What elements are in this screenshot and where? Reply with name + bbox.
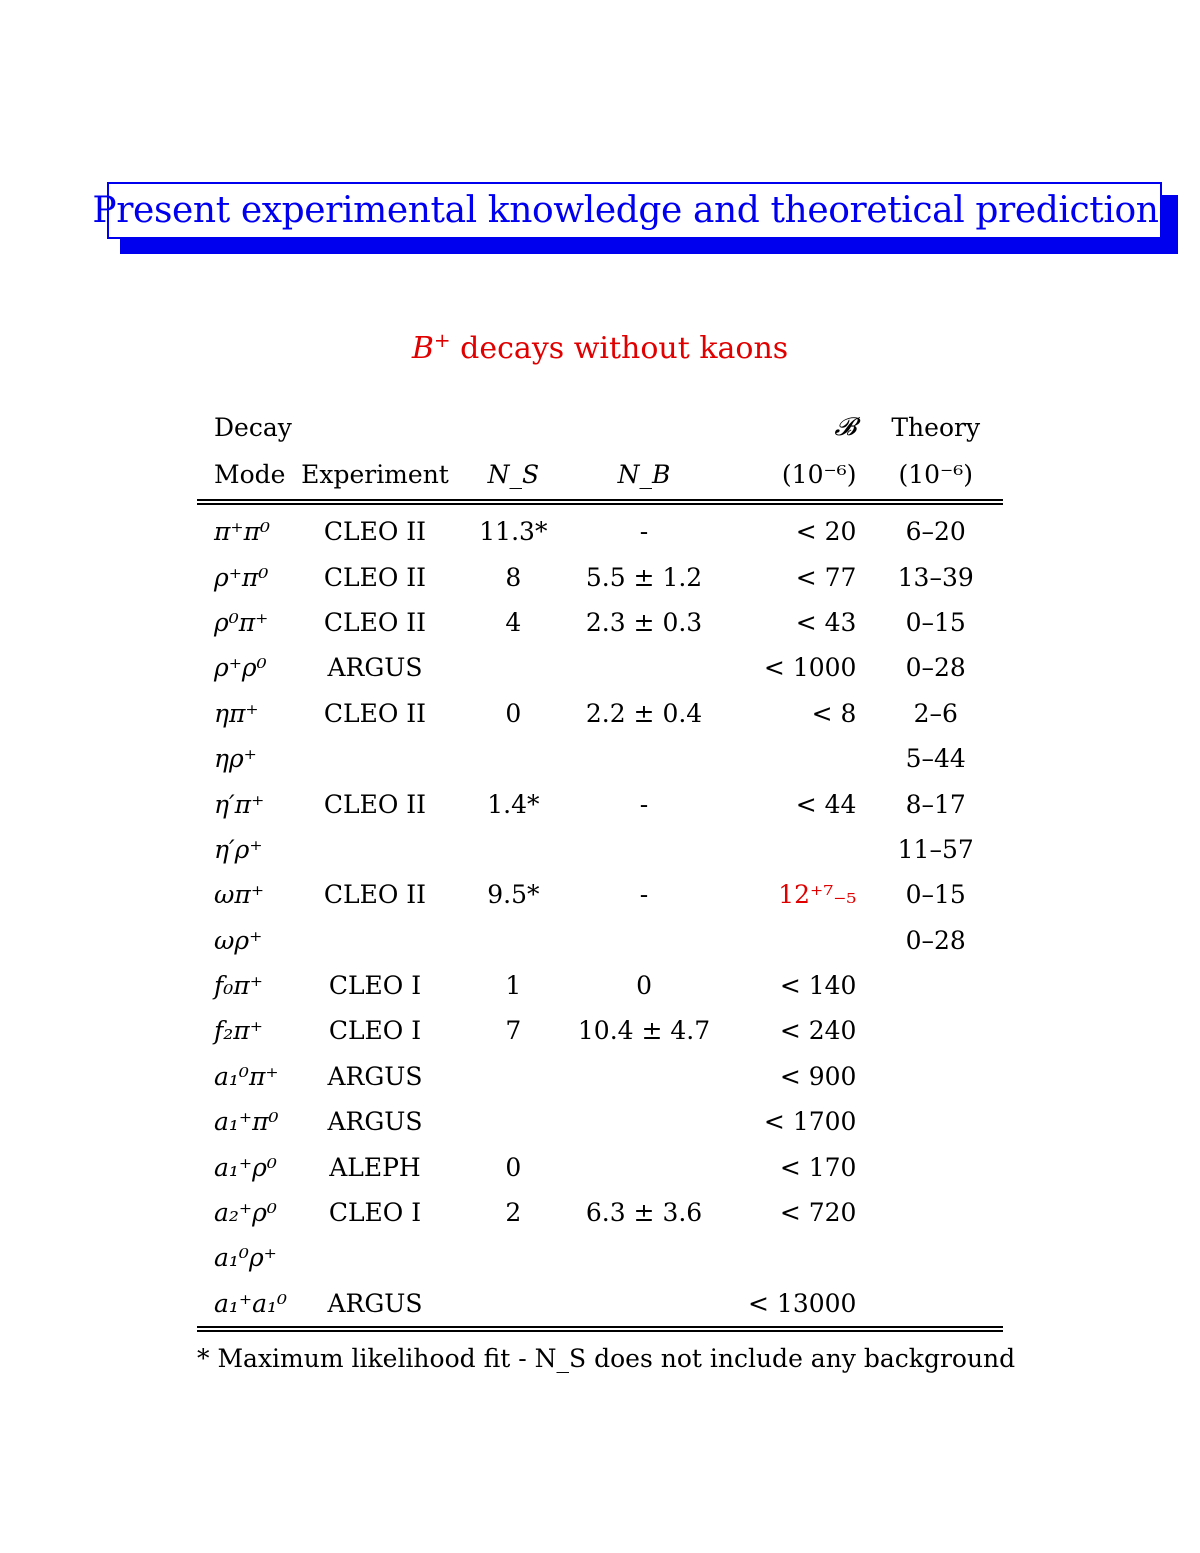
experiment-cell: ALEPH (329, 1152, 421, 1182)
header-nb: N_B (578, 449, 710, 502)
table-row (197, 918, 1003, 963)
header-row-1 (197, 405, 1003, 449)
background-events-cell (578, 918, 710, 963)
experiment-cell: ARGUS (301, 1281, 449, 1329)
decay-mode-cell: ωπ⁺ (214, 880, 265, 910)
table-row (197, 1281, 1003, 1329)
decay-mode-cell: a₂⁺ρ⁰ (214, 1198, 277, 1228)
theory-prediction-cell (868, 1235, 1003, 1280)
experiment-cell: CLEO I (328, 1016, 422, 1046)
experiment-cell (301, 1235, 449, 1280)
branching-ratio-cell: < 77 (795, 562, 857, 592)
table-row (197, 1008, 1003, 1053)
signal-events-cell: 7 (505, 1016, 522, 1046)
header-ns: N_S (449, 449, 578, 502)
decay-mode-cell: a₁⁰ρ⁺ (214, 1243, 277, 1273)
experiment-cell (301, 736, 449, 781)
decay-mode-cell: a₁⁺a₁⁰ (197, 1281, 301, 1329)
branching-ratio-cell: 12⁺⁷₋₅ (778, 880, 857, 910)
background-events-cell: 2.3 ± 0.3 (585, 607, 703, 637)
decay-mode-cell: ωρ⁺ (214, 925, 263, 955)
background-events-cell (578, 1235, 710, 1280)
table-row (197, 1054, 1003, 1099)
branching-ratio-cell (710, 736, 868, 781)
footnote: * Maximum likelihood fit - N_S does not include any background (197, 1344, 1016, 1373)
section-subtitle (0, 328, 1200, 366)
signal-events-cell (449, 1281, 578, 1329)
background-events-cell: 0 (636, 971, 652, 1001)
branching-ratio-cell: < 900 (779, 1061, 857, 1091)
signal-events-cell: 0 (505, 698, 522, 728)
branching-ratio-cell: < 140 (779, 971, 857, 1001)
table-row (197, 502, 1003, 554)
subtitle-text: decays without kaons (450, 331, 789, 366)
theory-prediction-cell (868, 1144, 1003, 1189)
background-events-cell: - (639, 789, 649, 819)
background-events-cell (578, 645, 710, 690)
table-row (197, 781, 1003, 826)
decay-mode-cell: a₁⁺π⁰ (214, 1107, 279, 1137)
theory-prediction-cell (868, 1190, 1003, 1235)
signal-events-cell (449, 736, 578, 781)
decay-mode-cell: ηρ⁺ (214, 744, 257, 774)
decay-mode-cell: π⁺π⁰ (214, 517, 271, 547)
signal-events-cell (449, 827, 578, 872)
background-events-cell (578, 1054, 710, 1099)
theory-prediction-cell: 0–15 (905, 607, 966, 637)
background-events-cell (578, 1281, 710, 1329)
branching-ratio-cell: < 44 (795, 789, 857, 819)
signal-events-cell: 2 (505, 1198, 522, 1228)
decay-mode-cell: ηπ⁺ (214, 698, 259, 728)
branching-ratio-cell: < 20 (795, 517, 857, 547)
table-row (197, 1099, 1003, 1144)
theory-prediction-cell: 5–44 (905, 744, 966, 774)
theory-prediction-cell: 0–28 (905, 925, 966, 955)
header-empty-2 (449, 405, 578, 449)
background-events-cell: - (639, 517, 649, 547)
branching-ratio-cell: < 170 (779, 1152, 857, 1182)
decay-mode-cell: a₁⁺ρ⁰ (214, 1152, 277, 1182)
decay-mode-cell: η′ρ⁺ (214, 834, 263, 864)
experiment-cell (301, 918, 449, 963)
experiment-cell: CLEO II (323, 607, 427, 637)
decay-mode-cell: ρ⁺π⁰ (214, 562, 269, 592)
branching-ratio-cell: < 1700 (763, 1107, 857, 1137)
background-events-cell: 2.2 ± 0.4 (585, 698, 703, 728)
table-row (197, 872, 1003, 917)
table-row (197, 691, 1003, 736)
decay-mode-cell: ρ⁰π⁺ (214, 607, 269, 637)
experiment-cell (301, 827, 449, 872)
background-events-cell (578, 736, 710, 781)
theory-prediction-cell: 13–39 (897, 562, 974, 592)
decay-mode-cell: f₂π⁺ (214, 1016, 263, 1046)
decay-mode-cell: a₁⁰π⁺ (214, 1061, 279, 1091)
theory-prediction-cell (868, 1008, 1003, 1053)
header-mode: Mode (197, 449, 301, 502)
signal-events-cell: 4 (505, 607, 522, 637)
branching-ratio-cell (710, 918, 868, 963)
header-empty-3 (578, 405, 710, 449)
signal-events-cell: 8 (505, 562, 522, 592)
experiment-cell: CLEO I (328, 971, 422, 1001)
table-row (197, 736, 1003, 781)
table-body (197, 502, 1003, 1329)
header-decay: Decay (214, 412, 292, 442)
decay-table (197, 405, 1003, 1332)
theory-prediction-cell (868, 1281, 1003, 1329)
theory-prediction-cell: 2–6 (913, 698, 958, 728)
header-theory: Theory (891, 412, 981, 442)
theory-prediction-cell: 0–15 (905, 880, 966, 910)
background-events-cell (578, 827, 710, 872)
table-row (197, 1144, 1003, 1189)
theory-prediction-cell: 0–28 (905, 653, 966, 683)
background-events-cell: 10.4 ± 4.7 (577, 1016, 711, 1046)
header-br-unit: (10⁻⁶) (710, 449, 868, 502)
background-events-cell: 6.3 ± 3.6 (585, 1198, 703, 1228)
theory-prediction-cell: 11–57 (897, 834, 974, 864)
branching-ratio-cell: < 240 (779, 1016, 857, 1046)
experiment-cell: ARGUS (327, 1061, 423, 1091)
branching-ratio-cell: < 43 (795, 607, 857, 637)
branching-ratio-cell: < 8 (811, 698, 857, 728)
experiment-cell: CLEO II (323, 517, 427, 547)
background-events-cell: 5.5 ± 1.2 (585, 562, 703, 592)
signal-events-cell: 9.5* (487, 880, 540, 910)
theory-prediction-cell: 6–20 (905, 517, 966, 547)
experiment-cell: CLEO I (328, 1198, 422, 1228)
signal-events-cell: 11.3* (479, 517, 548, 547)
decay-mode-cell: η′π⁺ (214, 789, 265, 819)
header-theory-unit: (10⁻⁶) (868, 449, 1003, 502)
background-events-cell (578, 1144, 710, 1189)
signal-events-cell (449, 645, 578, 690)
branching-ratio-cell (710, 827, 868, 872)
table-row (197, 1190, 1003, 1235)
decay-mode-cell: ρ⁺ρ⁰ (214, 653, 267, 683)
experiment-cell: CLEO II (323, 880, 427, 910)
table-row (197, 600, 1003, 645)
experiment-cell: CLEO II (323, 562, 427, 592)
table-row (197, 827, 1003, 872)
branching-ratio-cell: < 720 (779, 1198, 857, 1228)
title-box (92, 182, 1177, 239)
header-experiment: Experiment (301, 449, 449, 502)
experiment-cell: CLEO II (323, 698, 427, 728)
theory-prediction-cell: 8–17 (905, 789, 966, 819)
table-row (197, 645, 1003, 690)
signal-events-cell: 1.4* (487, 789, 540, 819)
subtitle-superscript: + (433, 328, 451, 352)
experiment-cell: ARGUS (327, 653, 423, 683)
subtitle-symbol: B (411, 331, 434, 366)
experiment-cell: CLEO II (323, 789, 427, 819)
header-row-2 (197, 449, 1003, 502)
branching-ratio-cell: < 13000 (710, 1281, 868, 1329)
page-title: Present experimental knowledge and theoretical predictions (92, 190, 1177, 231)
branching-ratio-cell (710, 1235, 868, 1280)
signal-events-cell: 1 (505, 971, 522, 1001)
table-row (197, 1235, 1003, 1280)
header-branching: 𝓑 (834, 412, 857, 441)
experiment-cell: ARGUS (327, 1107, 423, 1137)
signal-events-cell: 0 (505, 1152, 522, 1182)
signal-events-cell (449, 918, 578, 963)
header-empty-1 (301, 405, 449, 449)
branching-ratio-cell: < 1000 (763, 653, 857, 683)
background-events-cell (578, 1099, 710, 1144)
signal-events-cell (449, 1235, 578, 1280)
theory-prediction-cell (868, 1054, 1003, 1099)
theory-prediction-cell (868, 1099, 1003, 1144)
signal-events-cell (449, 1054, 578, 1099)
table-row (197, 963, 1003, 1008)
signal-events-cell (449, 1099, 578, 1144)
theory-prediction-cell (868, 963, 1003, 1008)
background-events-cell: - (639, 880, 649, 910)
decay-mode-cell: f₀π⁺ (214, 971, 263, 1001)
table-row (197, 554, 1003, 599)
